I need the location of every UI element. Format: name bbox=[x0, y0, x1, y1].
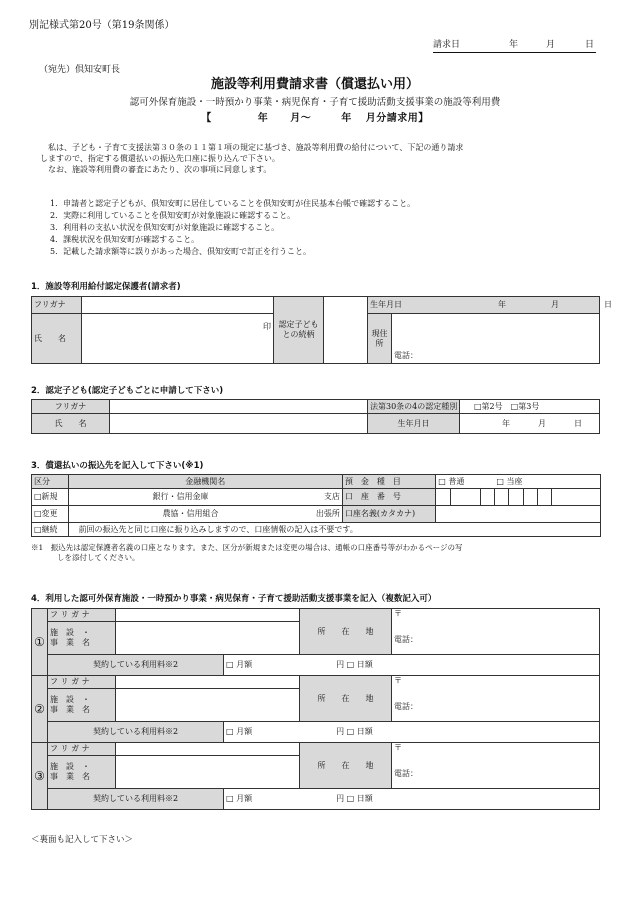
contract-fee-label: 契約している利用料※2 bbox=[48, 789, 224, 810]
section4-heading: 4．利用した認可外保育施設・一時預かり事業・病児保育・子育て援助活動支援事業を記入（複数記入可） bbox=[31, 594, 437, 604]
intro-text bbox=[40, 143, 600, 175]
facility-phone-label: 電話： bbox=[394, 769, 418, 778]
facility-furigana-field[interactable] bbox=[116, 609, 300, 622]
consent-item: 1．申請者と認定子どもが、倶知安町に居住していることを倶知安町が住民基本台帳で確認すること。 bbox=[50, 199, 416, 208]
fee-monthly-daily bbox=[224, 655, 600, 676]
monthly-checkbox[interactable]: □ 月額 bbox=[226, 660, 253, 669]
facility-location-field[interactable] bbox=[392, 676, 600, 722]
account-digit[interactable] bbox=[509, 489, 523, 506]
page-subtitle: 認可外保育施設・一時預かり事業・病児保育・子育て援助活動支援事業の施設等利用費 bbox=[129, 97, 501, 108]
period-open: 【 bbox=[201, 113, 212, 124]
addressee: （宛先）倶知安町長 bbox=[39, 65, 121, 75]
period-year1: 年 bbox=[257, 113, 269, 124]
facility-furigana-field[interactable] bbox=[116, 676, 300, 689]
facility-furigana-field[interactable] bbox=[116, 743, 300, 756]
intro-line2: しますので、指定する償還払いの振込先口座に振り込んで下さい。 bbox=[40, 153, 280, 163]
facility-furigana-label: フ リ ガ ナ bbox=[48, 676, 116, 689]
daily-checkbox[interactable]: □ 日額 bbox=[346, 727, 373, 736]
office-label: 出張所 bbox=[315, 509, 340, 518]
contract-fee-label: 契約している利用料※2 bbox=[48, 655, 224, 676]
contract-fee-label: 契約している利用料※2 bbox=[48, 722, 224, 743]
request-date-month: 月 bbox=[546, 40, 556, 50]
child-furigana-label: フリガナ bbox=[32, 400, 110, 414]
guardian-birthdate-month: 月 bbox=[551, 300, 559, 309]
child-name-field[interactable] bbox=[110, 414, 368, 434]
bank-label: 銀行・信用金庫 bbox=[152, 492, 209, 501]
seal-mark: 印 bbox=[263, 322, 271, 331]
section2-heading: 2．認定子ども(認定子どもごとに申請して下さい) bbox=[31, 386, 224, 396]
yen-label: 円 bbox=[336, 794, 345, 803]
guardian-birthdate-year: 年 bbox=[498, 300, 506, 309]
form-number: 別記様式第20号（第19条関係） bbox=[29, 20, 175, 31]
facility-name-field[interactable] bbox=[116, 756, 300, 789]
guardian-name-field[interactable] bbox=[82, 314, 274, 364]
bank-footnote bbox=[31, 543, 601, 563]
monthly-checkbox[interactable]: □ 月額 bbox=[226, 727, 253, 736]
facility-number: ③ bbox=[32, 743, 48, 810]
postal-mark: 〒 bbox=[394, 609, 402, 618]
consent-item: 5．記載した請求額等に誤りがあった場合、倶知安町で訂正を行うこと。 bbox=[50, 247, 312, 256]
facility-furigana-label: フ リ ガ ナ bbox=[48, 609, 116, 622]
footnote-mark: ※1 bbox=[31, 543, 44, 552]
child-birthdate-year: 年 bbox=[502, 418, 510, 428]
daily-checkbox[interactable]: □ 日額 bbox=[346, 660, 373, 669]
footnote-line2: しを添付してください。 bbox=[57, 553, 140, 563]
child-birthdate-field[interactable] bbox=[460, 414, 600, 434]
facility-table bbox=[31, 608, 600, 810]
consent-item: 2．実際に利用していることを倶知安町が対象施設に確認すること。 bbox=[50, 211, 296, 220]
facility-name-label: 施 設 ・ 事 業 名 bbox=[48, 622, 116, 655]
guardian-furigana-field[interactable] bbox=[82, 297, 274, 314]
section1-heading: 1．施設等利用給付認定保護者(請求者) bbox=[31, 282, 181, 292]
child-table bbox=[31, 399, 600, 434]
deposit-type-label: 預 金 種 目 bbox=[342, 475, 435, 489]
facility-location-label: 所 在 地 bbox=[300, 676, 392, 722]
cert-type-label: 法第30条の4の認定種別 bbox=[368, 400, 460, 414]
toza-checkbox[interactable]: □ 当座 bbox=[496, 476, 523, 486]
facility-location-field[interactable] bbox=[392, 609, 600, 655]
fee-monthly-daily bbox=[224, 789, 600, 810]
relation-field[interactable] bbox=[324, 297, 368, 364]
account-digit[interactable] bbox=[537, 489, 551, 506]
guardian-birthdate-row: 生年月日 年 月 日 bbox=[368, 297, 600, 314]
facility-name-field[interactable] bbox=[116, 689, 300, 722]
address-field[interactable] bbox=[392, 314, 600, 364]
yen-label: 円 bbox=[336, 660, 345, 669]
postal-mark: 〒 bbox=[394, 676, 402, 685]
bank-name-header: 金融機関名 bbox=[68, 475, 342, 489]
request-date-day: 日 bbox=[585, 40, 595, 50]
child-birthdate-label: 生年月日 bbox=[368, 414, 460, 434]
bank-table bbox=[31, 474, 601, 537]
account-digit[interactable] bbox=[450, 489, 480, 506]
request-date bbox=[433, 40, 596, 53]
continue-note: 前回の振込先と同じ口座に振り込みしますので、口座情報の記入は不要です。 bbox=[68, 523, 600, 537]
guardian-phone-label: 電話： bbox=[394, 351, 418, 360]
facility-number: ② bbox=[32, 676, 48, 743]
facility-location-field[interactable] bbox=[392, 743, 600, 789]
account-holder-field[interactable] bbox=[436, 506, 601, 523]
guardian-birthdate-label: 生年月日 bbox=[370, 300, 402, 309]
cert-type-3-checkbox[interactable]: □第3号 bbox=[510, 401, 540, 411]
account-digit[interactable] bbox=[495, 489, 509, 506]
relation-label: 認定子どもとの続柄 bbox=[274, 297, 324, 364]
facility-phone-label: 電話： bbox=[394, 635, 418, 644]
postal-mark: 〒 bbox=[394, 743, 402, 752]
deposit-type-options bbox=[436, 475, 601, 489]
guardian-furigana-label: フリガナ bbox=[32, 297, 82, 314]
address-label: 現住所 bbox=[368, 314, 392, 364]
branch-label: 支店 bbox=[323, 492, 340, 501]
footnote-line1: 振込先は認定保護者名義の口座となります。また、区分が新規または変更の場合は、通帳の口座番号等がわかるページの写 bbox=[50, 543, 463, 552]
agri-label: 農協・信用組合 bbox=[162, 509, 219, 518]
period-month2: 月分請求用】 bbox=[365, 113, 429, 124]
account-digit[interactable] bbox=[480, 489, 494, 506]
child-furigana-field[interactable] bbox=[110, 400, 368, 414]
account-holder-label: 口座名義(カタカナ) bbox=[342, 506, 435, 523]
account-digit[interactable] bbox=[552, 489, 601, 506]
continue-checkbox[interactable]: □継続 bbox=[32, 523, 69, 537]
billing-period bbox=[0, 113, 630, 126]
cert-type-2-checkbox[interactable]: □第2号 bbox=[474, 401, 503, 411]
futsu-checkbox[interactable]: □ 普通 bbox=[438, 476, 465, 486]
child-birthdate-day: 日 bbox=[574, 418, 582, 428]
intro-line3: なお、施設等利用費の審査にあたり、次の事項に同意します。 bbox=[48, 164, 272, 174]
cert-type-options bbox=[460, 400, 600, 414]
daily-checkbox[interactable]: □ 日額 bbox=[346, 794, 373, 803]
facility-number: ① bbox=[32, 609, 48, 676]
request-date-year: 年 bbox=[509, 40, 519, 50]
fee-monthly-daily bbox=[224, 722, 600, 743]
account-digit[interactable] bbox=[436, 489, 450, 506]
consent-list bbox=[50, 198, 415, 258]
facility-name-field[interactable] bbox=[116, 622, 300, 655]
intro-line1: 私は、子ども・子育て支援法第３０条の１１第１項の規定に基づき、施設等利用費の給付について、下記の通り請求 bbox=[48, 143, 464, 152]
child-birthdate-month: 月 bbox=[538, 418, 546, 428]
kubun-header: 区分 bbox=[32, 475, 69, 489]
guardian-table bbox=[31, 296, 612, 364]
child-name-label: 氏 名 bbox=[32, 414, 110, 434]
consent-item: 3．利用料の支払い状況を倶知安町が対象施設に確認すること。 bbox=[50, 223, 280, 232]
page-title: 施設等利用費請求書（償還払い用） bbox=[210, 77, 419, 92]
account-number-label: 口 座 番 号 bbox=[342, 489, 435, 506]
facility-name-label: 施 設 ・ 事 業 名 bbox=[48, 689, 116, 722]
guardian-name-label: 氏 名 bbox=[32, 314, 82, 364]
account-digit[interactable] bbox=[523, 489, 537, 506]
period-month1: 月～ bbox=[290, 113, 312, 124]
request-date-label: 請求日 bbox=[433, 40, 461, 50]
bank-name-field[interactable] bbox=[68, 489, 342, 506]
new-checkbox[interactable]: □新規 bbox=[32, 489, 69, 506]
facility-location-label: 所 在 地 bbox=[300, 743, 392, 789]
footer-note: ＜裏面も記入して下さい＞ bbox=[31, 835, 134, 845]
period-year2: 年 bbox=[341, 113, 352, 124]
bank-branch-field[interactable] bbox=[68, 506, 342, 523]
facility-phone-label: 電話： bbox=[394, 702, 418, 711]
yen-label: 円 bbox=[336, 727, 345, 736]
monthly-checkbox[interactable]: □ 月額 bbox=[226, 794, 253, 803]
consent-item: 4．課税状況を倶知安町が確認すること。 bbox=[50, 235, 200, 244]
facility-furigana-label: フ リ ガ ナ bbox=[48, 743, 116, 756]
facility-location-label: 所 在 地 bbox=[300, 609, 392, 655]
section3-heading: 3．償還払いの振込先を記入して下さい(※1) bbox=[31, 461, 204, 471]
change-checkbox[interactable]: □変更 bbox=[32, 506, 69, 523]
facility-name-label: 施 設 ・ 事 業 名 bbox=[48, 756, 116, 789]
